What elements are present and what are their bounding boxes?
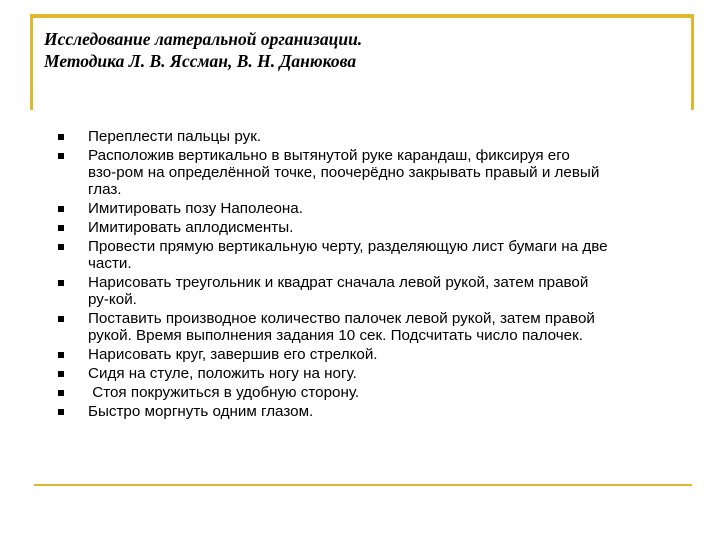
list-item	[54, 219, 694, 236]
list-item	[54, 384, 694, 401]
slide-title-line-2: Методика Л. В. Яссман, В. Н. Данюкова	[44, 51, 357, 71]
top-border-line	[30, 14, 694, 18]
list-item-text: Быстро моргнуть одним глазом.	[88, 403, 314, 420]
list-item-text: Нарисовать круг, завершив его стрелкой.	[88, 346, 378, 363]
list-item	[54, 310, 694, 344]
list-item-text: Переплести пальцы рук.	[88, 128, 262, 145]
list-item	[54, 274, 694, 308]
list-item	[54, 147, 694, 198]
slide-title-line-1: Исследование латеральной организации.	[44, 29, 363, 49]
method-steps-list	[54, 128, 694, 422]
list-item-text: Сидя на стуле, положить ногу на ногу.	[88, 365, 357, 382]
square-bullet-icon	[58, 371, 64, 377]
list-item	[54, 403, 694, 420]
list-item-text: Поставить производное количество палочек левой рукой, затем правой рукой. Время выполнения задания 10 сек. Подсчитать число палочек.	[88, 310, 595, 344]
slide-title	[44, 28, 664, 72]
square-bullet-icon	[58, 225, 64, 231]
square-bullet-icon	[58, 206, 64, 212]
list-item-text: Расположив вертикально в вытянутой руке карандаш, фиксируя его взо-ром на определённой точке, поочерёдно закрывать правый и левый глаз.	[88, 147, 600, 198]
square-bullet-icon	[58, 244, 64, 250]
square-bullet-icon	[58, 153, 64, 159]
list-item	[54, 238, 694, 272]
square-bullet-icon	[58, 316, 64, 322]
list-item-text: Нарисовать треугольник и квадрат сначала левой рукой, затем правой ру-кой.	[88, 274, 589, 308]
right-border-line	[691, 14, 694, 110]
left-border-line	[30, 14, 33, 110]
list-item	[54, 128, 694, 145]
square-bullet-icon	[58, 390, 64, 396]
bottom-border-line	[34, 484, 692, 486]
square-bullet-icon	[58, 134, 64, 140]
list-item-text: Провести прямую вертикальную черту, разделяющую лист бумаги на две части.	[88, 238, 608, 272]
square-bullet-icon	[58, 280, 64, 286]
list-item	[54, 200, 694, 217]
list-item-text: Стоя покружиться в удобную сторону.	[88, 384, 360, 401]
list-item-text: Имитировать позу Наполеона.	[88, 200, 303, 217]
list-item-text: Имитировать аплодисменты.	[88, 219, 294, 236]
square-bullet-icon	[58, 409, 64, 415]
square-bullet-icon	[58, 352, 64, 358]
list-item	[54, 346, 694, 363]
list-item	[54, 365, 694, 382]
